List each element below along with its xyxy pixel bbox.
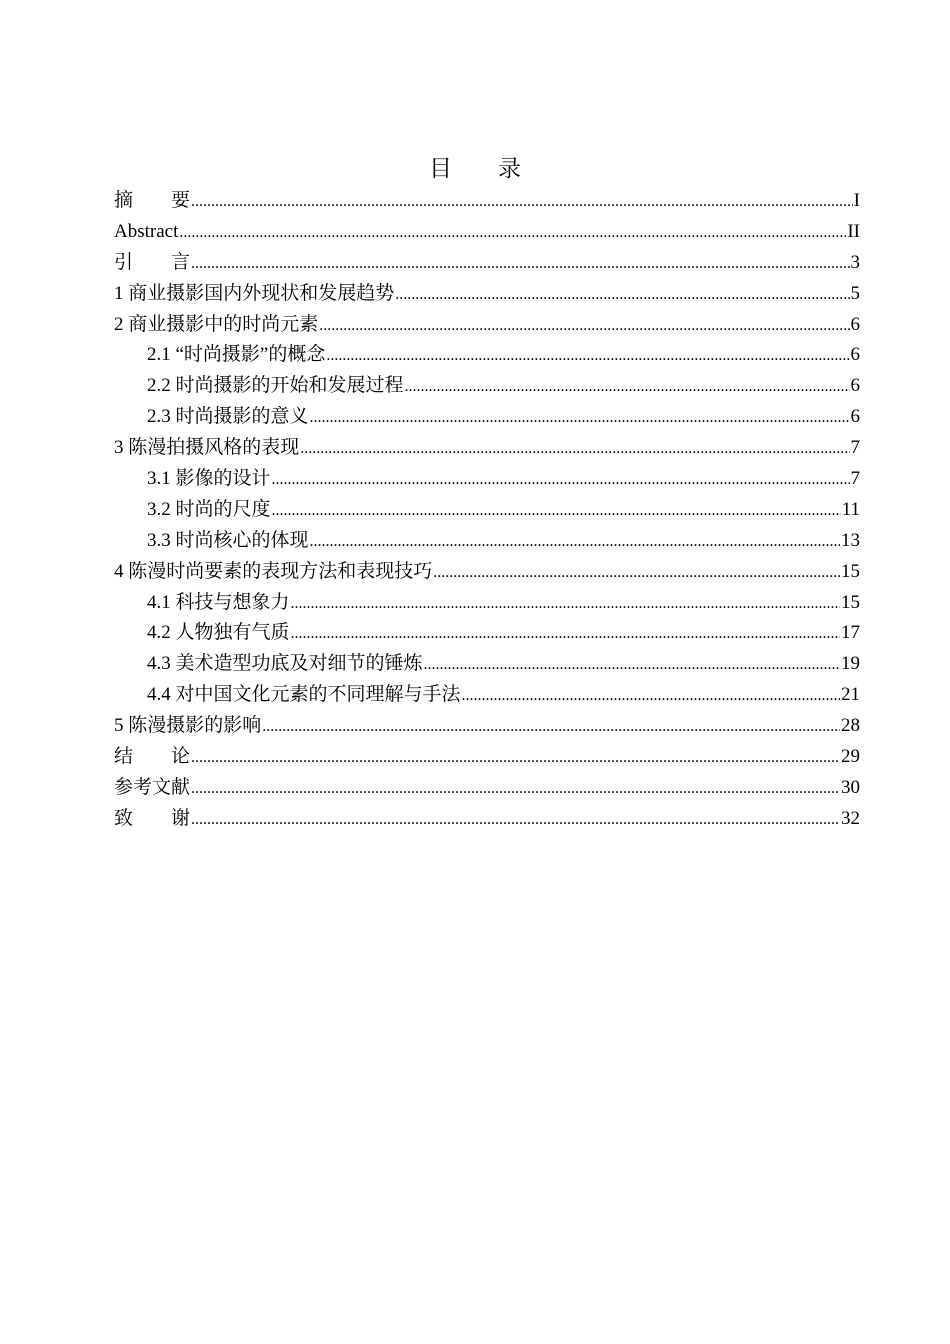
toc-entry-label: 1 商业摄影国内外现状和发展趋势 (114, 282, 395, 304)
toc-entry-label: 2.3 时尚摄影的意义 (147, 406, 309, 428)
toc-entry[interactable] (114, 557, 860, 588)
toc-dot-leader (191, 743, 840, 773)
toc-entry[interactable] (114, 742, 860, 773)
toc-entry-label: 4.1 科技与想象力 (147, 591, 290, 613)
toc-dot-leader (262, 712, 840, 742)
toc-entry-label: 4.2 人物独有气质 (147, 622, 290, 644)
table-of-contents (114, 186, 860, 835)
toc-entry-label: 4.3 美术造型功底及对细节的锤炼 (147, 653, 423, 675)
toc-entry-page-number: 17 (841, 622, 860, 644)
toc-entry-page-number: 7 (850, 437, 860, 459)
toc-entry-page-number: 28 (841, 715, 860, 737)
toc-entry-page-number: 21 (841, 684, 860, 706)
toc-entry[interactable] (114, 433, 860, 464)
toc-entry-page-number: 15 (841, 591, 860, 613)
toc-entry-page-number: 3 (850, 251, 860, 273)
toc-entry-page-number: 5 (850, 282, 860, 304)
toc-entry[interactable] (114, 464, 860, 495)
toc-entry-label: 3.1 影像的设计 (147, 468, 271, 490)
toc-entry-page-number: 7 (850, 468, 860, 490)
toc-entry[interactable] (114, 371, 860, 402)
toc-entry-label: 2 商业摄影中的时尚元素 (114, 313, 319, 335)
toc-entry-label: 摘 要 (114, 190, 191, 211)
toc-entry-label: 4.4 对中国文化元素的不同理解与手法 (147, 684, 461, 706)
toc-entry-page-number: 29 (841, 746, 860, 768)
toc-dot-leader (326, 341, 849, 371)
toc-dot-leader (191, 249, 849, 279)
toc-entry-label: 结 论 (114, 746, 191, 768)
toc-entry-page-number: 32 (841, 807, 860, 829)
toc-title: 目 录 (429, 156, 521, 182)
toc-dot-leader (272, 496, 841, 526)
toc-entry[interactable] (114, 402, 860, 433)
toc-entry-label: 3 陈漫拍摄风格的表现 (114, 437, 300, 459)
toc-dot-leader (424, 650, 840, 680)
toc-entry-page-number: 6 (850, 375, 860, 397)
toc-entry[interactable] (114, 340, 860, 371)
toc-dot-leader (191, 805, 840, 835)
toc-dot-leader (291, 619, 840, 649)
toc-dot-leader (291, 589, 840, 619)
toc-dot-leader (319, 311, 849, 341)
toc-entry-page-number: 6 (850, 406, 860, 428)
toc-entry-page-number: 19 (841, 653, 860, 675)
toc-dot-leader (272, 465, 850, 495)
toc-dot-leader (191, 774, 840, 804)
toc-entry-label: 4 陈漫时尚要素的表现方法和表现技巧 (114, 560, 433, 582)
toc-entry[interactable] (114, 279, 860, 310)
toc-entry[interactable] (114, 588, 860, 619)
toc-dot-leader (462, 681, 840, 711)
toc-entry-page-number: 13 (841, 529, 860, 551)
toc-entry-label: 致 谢 (114, 807, 191, 829)
toc-entry[interactable] (114, 711, 860, 742)
toc-entry-page-number: 6 (850, 313, 860, 335)
toc-entry[interactable] (114, 495, 860, 526)
toc-entry-page-number: 15 (841, 560, 860, 582)
toc-entry[interactable] (114, 773, 860, 804)
toc-entry-label: Abstract (114, 220, 179, 242)
toc-dot-leader (395, 280, 849, 310)
toc-dot-leader (310, 403, 850, 433)
toc-entry-page-number: 6 (850, 344, 860, 366)
toc-entry[interactable] (114, 310, 860, 341)
toc-entry-page-number: 30 (841, 776, 860, 798)
toc-dot-leader (405, 372, 850, 402)
toc-entry[interactable] (114, 649, 860, 680)
toc-dot-leader (310, 527, 840, 557)
toc-dot-leader (433, 558, 840, 588)
toc-entry-label: 3.3 时尚核心的体现 (147, 529, 309, 551)
toc-dot-leader (300, 434, 849, 464)
toc-dot-leader (179, 218, 846, 248)
toc-entry[interactable] (114, 618, 860, 649)
toc-entry-page-number: I (853, 190, 860, 211)
toc-dot-leader (191, 187, 853, 217)
toc-entry-page-number: 11 (841, 498, 860, 520)
toc-entry-label: 2.2 时尚摄影的开始和发展过程 (147, 375, 404, 397)
toc-entry-page-number: II (847, 220, 860, 242)
toc-entry[interactable] (114, 526, 860, 557)
toc-entry[interactable] (114, 804, 860, 835)
toc-entry[interactable] (114, 186, 860, 217)
toc-entry[interactable] (114, 217, 860, 248)
toc-entry[interactable] (114, 248, 860, 279)
toc-entry-label: 参考文献 (114, 776, 191, 798)
toc-entry[interactable] (114, 680, 860, 711)
toc-entry-label: 2.1 “时尚摄影”的概念 (147, 344, 326, 366)
toc-entry-label: 引 言 (114, 251, 191, 273)
toc-entry-label: 5 陈漫摄影的影响 (114, 715, 262, 737)
toc-entry-label: 3.2 时尚的尺度 (147, 498, 271, 520)
